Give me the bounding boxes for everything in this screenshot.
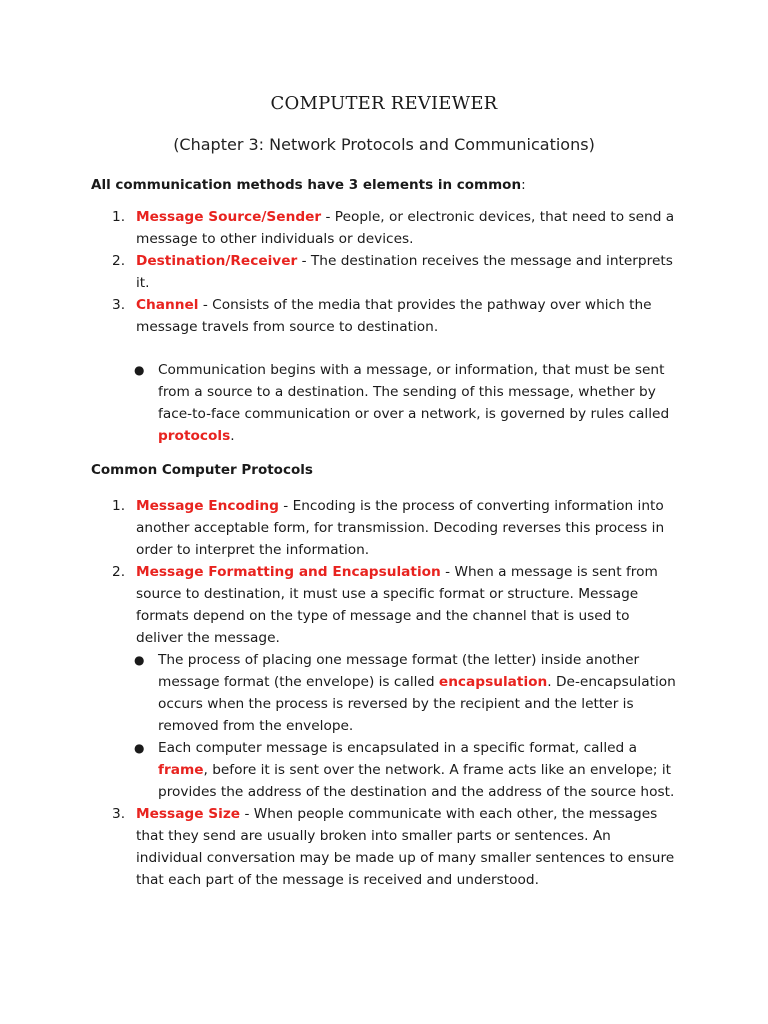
- item-number: 3.: [112, 297, 126, 313]
- bullet-term: protocols: [158, 428, 231, 444]
- item-description: - When people communicate with each other, the messages that they send are usually broken into smaller parts or sentences. An individual conversation may be made up of many smaller sentences to ensure that each part of the message is received and understood.: [136, 806, 675, 888]
- item-term: Message Source/Sender: [136, 209, 322, 225]
- bullet-text: Each computer message is encapsulated in a specific format, called a: [158, 740, 637, 756]
- list-item: [0, 803, 680, 891]
- bullet-text: The process of placing one message format (the letter) inside another message format (the envelope) is called: [158, 652, 640, 690]
- document-title: COMPUTER REVIEWER: [270, 93, 498, 114]
- section1-heading-colon: :: [521, 177, 526, 193]
- bullet-text-end: .: [230, 428, 235, 444]
- item-number: 1.: [112, 209, 126, 225]
- sub-bullet-item: [0, 649, 680, 737]
- section1-heading: [91, 177, 526, 193]
- list-item: [0, 250, 680, 294]
- item-description: - The destination receives the message and interprets it.: [136, 253, 673, 291]
- item-term: Channel: [136, 297, 199, 313]
- bullet-text-end: . De-encapsulation occurs when the process is reversed by the recipient and the letter is removed from the envelope.: [158, 674, 676, 734]
- item-description: - When a message is sent from source to destination, it must use a specific format or structure. Message formats depend on the type of message and the channel that is used to deliver the message.: [136, 564, 658, 646]
- bullet-item: [0, 359, 680, 447]
- item-description: - Encoding is the process of converting information into another acceptable form, for transmission. Decoding reverses this process in order to interpret the information.: [136, 498, 665, 558]
- bullet-term: encapsulation: [438, 674, 548, 690]
- item-number: 3.: [112, 806, 126, 822]
- list-item: [0, 495, 680, 561]
- item-term: Message Size: [136, 806, 241, 822]
- bullet-text: Communication begins with a message, or information, that must be sent from a source to a destination. The sending of this message, whether by face-to-face communication or over a network, is governed by rules called: [158, 362, 670, 422]
- bullet-term: frame: [158, 762, 204, 778]
- section2-list: [0, 495, 680, 891]
- bullet-dot-icon: ●: [134, 363, 145, 377]
- item-description: - Consists of the media that provides the pathway over which the message travels from source to destination.: [136, 297, 652, 335]
- item-term: Message Formatting and Encapsulation: [136, 564, 441, 580]
- document-subtitle: (Chapter 3: Network Protocols and Communications): [173, 135, 595, 154]
- sub-bullet-item: [0, 737, 680, 803]
- item-term: Destination/Receiver: [136, 253, 298, 269]
- bullet-text-end: , before it is sent over the network. A frame acts like an envelope; it provides the address of the destination and the address of the source host.: [158, 762, 675, 800]
- bullet-dot-icon: ●: [134, 653, 145, 667]
- item-term: Message Encoding: [136, 498, 279, 514]
- section2-heading: Common Computer Protocols: [91, 462, 313, 478]
- list-item: [0, 206, 680, 250]
- item-description: - People, or electronic devices, that need to send a message to other individuals or devices.: [136, 209, 675, 247]
- section1-heading-text: All communication methods have 3 elements in common: [91, 177, 522, 193]
- list-item: [0, 561, 680, 649]
- section1-bullets: [0, 359, 680, 447]
- item-number: 2.: [112, 253, 126, 269]
- section1-list: [0, 206, 680, 338]
- item-number: 2.: [112, 564, 126, 580]
- bullet-dot-icon: ●: [134, 741, 145, 755]
- item-number: 1.: [112, 498, 126, 514]
- list-item: [0, 294, 680, 338]
